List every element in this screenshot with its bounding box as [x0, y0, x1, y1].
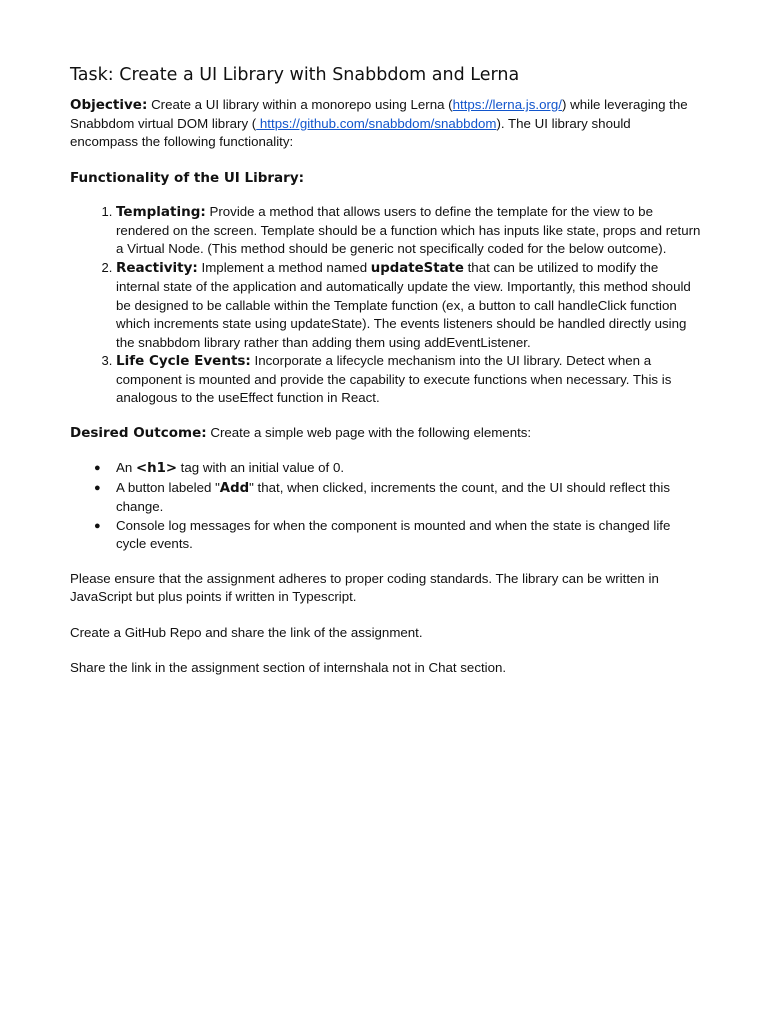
bullet-icon: ● — [94, 481, 101, 494]
update-state-term: updateState — [370, 260, 464, 276]
outcome-item-h1 — [94, 459, 702, 479]
add-term: Add — [219, 480, 250, 496]
outcome-item-button — [94, 479, 702, 517]
reactivity-text: that can be utilized to modify the internal state of the application and automatically update the view. Importantly, this method should be designed to be callable within the Template function (ex, a button to call handleClick function which increments state using updateState). The events listeners should be handled directly using the snabbdom library rather than adding them using addEventListener. — [116, 259, 691, 350]
reactivity-pre: Implement a method named — [197, 259, 371, 275]
functionality-heading: Functionality of the UI Library: — [70, 169, 305, 186]
bullet-icon: ● — [94, 462, 101, 474]
outcome-item-2-post: " that, when clicked, increments the count, and the UI should reflect this change. — [116, 479, 670, 514]
list-item-templating — [116, 203, 702, 259]
snabbdom-link[interactable]: https://github.com/snabbdom/snabbdom — [256, 115, 497, 131]
standards-paragraph: Please ensure that the assignment adheres to proper coding standards. The library can be written in JavaScript but plus points if written in Typescript. — [70, 570, 659, 604]
list-item-lifecycle — [116, 352, 702, 408]
templating-label: Templating: — [116, 204, 206, 220]
objective-text-3: ). The UI library should encompass the following functionality: — [70, 115, 631, 149]
document-page — [70, 60, 702, 695]
outcome-label: Desired Outcome: — [70, 424, 207, 441]
lerna-link[interactable]: https://lerna.js.org/ — [452, 97, 563, 112]
reactivity-label: Reactivity: — [116, 259, 198, 276]
lifecycle-label: Life Cycle Events: — [116, 353, 251, 369]
objective-text-1: Create a UI library within a monorepo using Lerna ( — [147, 97, 453, 112]
page-title: Task: Create a UI Library with Snabbdom and Lerna — [70, 65, 520, 85]
outcome-text: Create a simple web page with the following elements: — [206, 424, 532, 440]
list-item-reactivity — [116, 259, 702, 353]
outcome-item-console — [94, 517, 702, 554]
objective-paragraph — [70, 96, 702, 152]
share-paragraph: Share the link in the assignment section of internshala not in Chat section. — [70, 660, 507, 675]
outcome-paragraph — [70, 424, 702, 443]
functionality-list — [70, 203, 702, 408]
lifecycle-text: Incorporate a lifecycle mechanism into the UI library. Detect when a component is mounted and provide the capability to execute functions when necessary. This is analogous to the useEffect function in React. — [116, 353, 672, 405]
repo-paragraph: Create a GitHub Repo and share the link of the assignment. — [70, 624, 423, 640]
objective-label: Objective: — [70, 97, 148, 113]
outcome-item-2-pre: A button labeled " — [116, 479, 220, 495]
h1-tag-term: <h1> — [135, 461, 177, 476]
outcome-item-1-pre: An — [116, 460, 136, 475]
bullet-icon: ● — [94, 519, 101, 532]
outcome-list — [70, 459, 702, 554]
templating-text: Provide a method that allows users to define the template for the view to be rendered on the screen. Template should be a function which has inputs like state, props and return a Virtual Node. (This method should be generic not specifically coded for the below outcome). — [116, 204, 701, 256]
outcome-item-1-post: tag with an initial value of 0. — [176, 460, 345, 475]
objective-text-2: ) while leveraging the Snabbdom virtual DOM library ( — [70, 97, 688, 131]
outcome-item-3: Console log messages for when the component is mounted and when the state is changed life cycle events. — [116, 517, 671, 551]
